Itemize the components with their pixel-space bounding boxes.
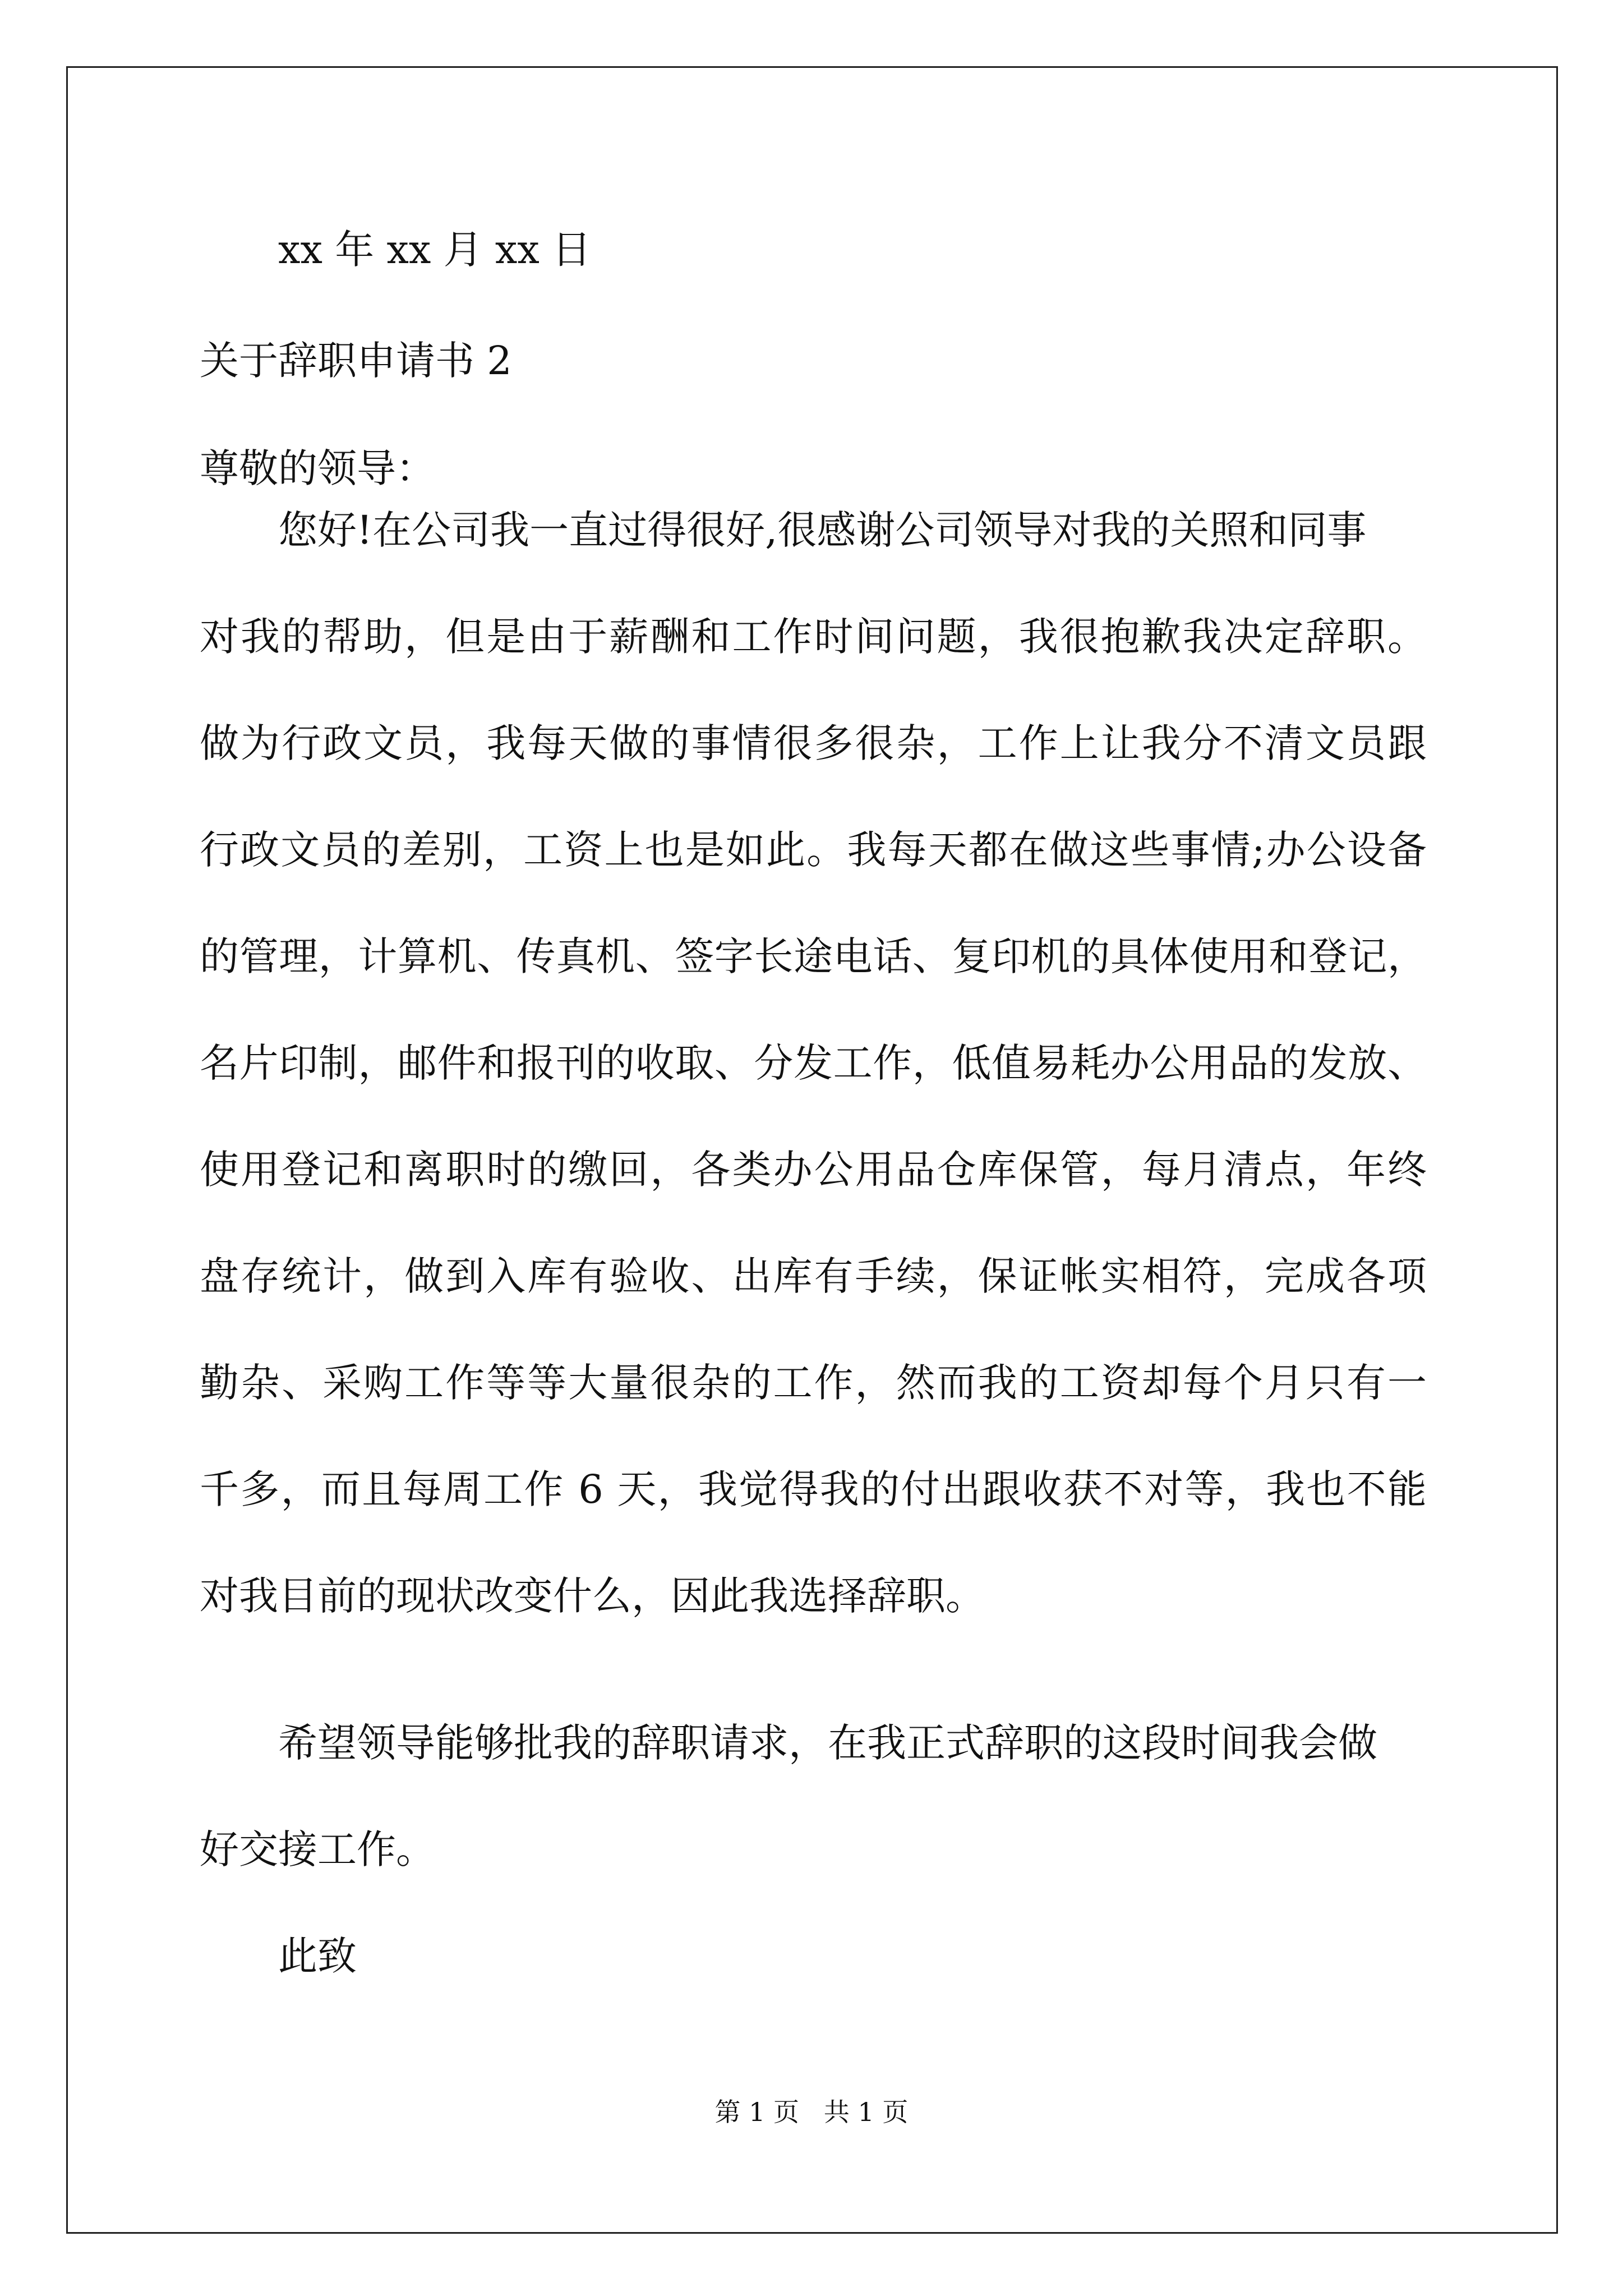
paragraph-2-line-1: 希望领导能够批我的辞职请求，在我正式辞职的这段时间我会做 bbox=[278, 1720, 1377, 1766]
paragraph-1-line-1: 您好!在公司我一直过得很好,很感谢公司领导对我的关照和同事 bbox=[278, 507, 1367, 553]
paragraph-2-line-2: 好交接工作。 bbox=[200, 1826, 435, 1872]
paragraph-1-line-3: 做为行政文员，我每天做的事情很多很杂，工作上让我分不清文员跟 bbox=[200, 720, 1427, 766]
page-footer: 第 1 页 共 1 页 bbox=[714, 2097, 909, 2127]
paragraph-1-line-9: 勤杂、采购工作等等大量很杂的工作，然而我的工资却每个月只有一 bbox=[200, 1360, 1427, 1406]
closing: 此致 bbox=[278, 1933, 357, 1979]
paragraph-1-line-2: 对我的帮助，但是由于薪酬和工作时间问题，我很抱歉我决定辞职。 bbox=[200, 614, 1427, 660]
paragraph-1-line-4: 行政文员的差别，工资上也是如此。我每天都在做这些事情;办公设备 bbox=[200, 827, 1427, 873]
paragraph-1-line-5: 的管理，计算机、传真机、签字长途电话、复印机的具体使用和登记， bbox=[200, 933, 1427, 979]
paragraph-1-line-11: 对我目前的现状改变什么，因此我选择辞职。 bbox=[200, 1573, 985, 1619]
paragraph-1-line-8: 盘存统计，做到入库有验收、出库有手续，保证帐实相符，完成各项 bbox=[200, 1253, 1427, 1299]
paragraph-1-line-7: 使用登记和离职时的缴回，各类办公用品仓库保管，每月清点，年终 bbox=[200, 1147, 1427, 1193]
document-title: 关于辞职申请书 2 bbox=[200, 338, 512, 384]
paragraph-1-line-10: 千多，而且每周工作 6 天，我觉得我的付出跟收获不对等，我也不能 bbox=[200, 1466, 1427, 1512]
salutation: 尊敬的领导： bbox=[200, 445, 435, 491]
date-line: xx 年 xx 月 xx 日 bbox=[278, 227, 592, 273]
paragraph-1-line-6: 名片印制，邮件和报刊的收取、分发工作，低值易耗办公用品的发放、 bbox=[200, 1040, 1427, 1086]
